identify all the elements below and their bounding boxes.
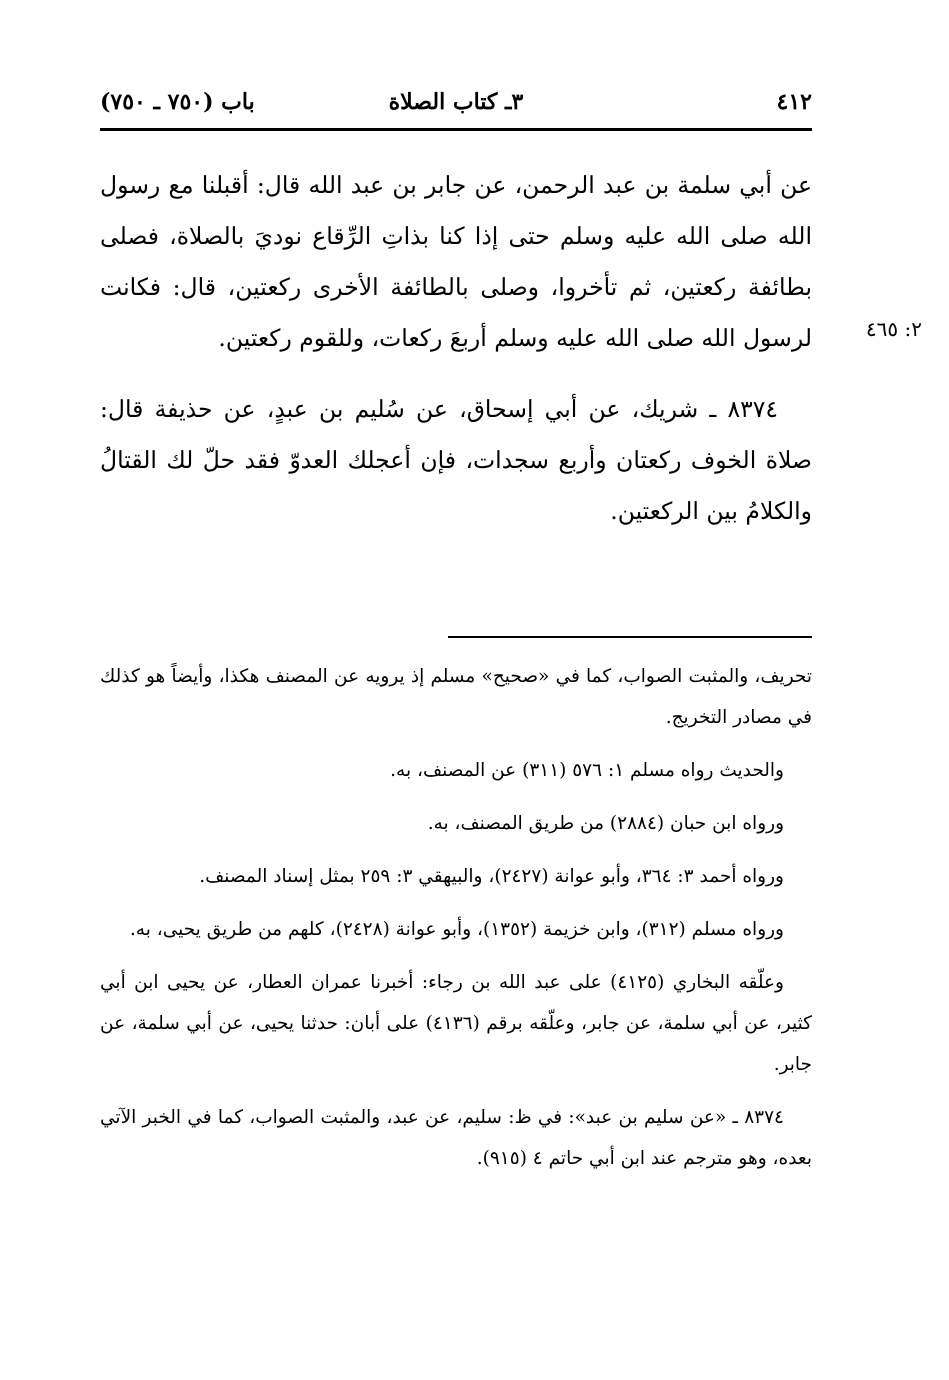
- page-number: ٤١٢: [776, 89, 812, 115]
- hadith-paragraph: عن أبي سلمة بن عبد الرحمن، عن جابر بن عبد الله قال: أقبلنا مع رسول الله صلى الله عليه وسلم حتى إذا كنا بذاتِ الرِّقاع نوديَ بالصلاة، فصلى بطائفة ركعتين، ثم تأخروا، وصلى بالطائفة الأخرى ركعتين، قال: فكانت لرسول الله صلى الله عليه وسلم أربعَ ركعات، وللقوم ركعتين.: [100, 171, 812, 352]
- footnote-paragraph: ورواه مسلم (٣١٢)، وابن خزيمة (١٣٥٢)، وأبو عوانة (٢٤٢٨)، كلهم من طريق يحيى، به.: [129, 919, 784, 940]
- hadith-8374: ٨٣٧٤ ـ شريك، عن أبي إسحاق، عن سُليم بن عبدٍ، عن حذيفة قال: صلاة الخوف ركعتان وأربع سجدات، فإن أعجلك العدوّ فقد حلّ لك القتالُ والكلامُ بين الركعتين.: [100, 395, 812, 525]
- footnote-paragraph: ورواه أحمد ٣: ٣٦٤، وأبو عوانة (٢٤٢٧)، والبيهقي ٣: ٢٥٩ بمثل إسناد المصنف.: [199, 866, 784, 887]
- chapter-reference: باب (٧٥٠ ـ ٧٥٠): [100, 89, 255, 115]
- footnote-paragraph: تحريف، والمثبت الصواب، كما في «صحيح» مسلم إذ يرويه عن المصنف هكذا، وأيضاً هو كذلك في مصادر التخريج.: [100, 666, 812, 728]
- footnote-paragraph: والحديث رواه مسلم ١: ٥٧٦ (٣١١) عن المصنف، به.: [390, 760, 784, 781]
- footnote-paragraph: ورواه ابن حبان (٢٨٨٤) من طريق المصنف، به.: [427, 813, 784, 834]
- footnote-8374: ٨٣٧٤ ـ «عن سليم بن عبد»: في ظ: سليم، عن عبد، والمثبت الصواب، كما في الخبر الآتي بعده، وهو مترجم عند ابن أبي حاتم ٤ (٩١٥).: [100, 1107, 812, 1169]
- footnotes: [100, 656, 812, 1191]
- running-header: [100, 84, 812, 120]
- footnote-paragraph: وعلّقه البخاري (٤١٢٥) على عبد الله بن رجاء: أخبرنا عمران العطار، عن يحيى ابن أبي كثير، عن أبي سلمة، عن جابر، وعلّقه برقم (٤١٣٦) على أبان: حدثنا يحيى، عن أبي سلمة، عن جابر.: [100, 972, 812, 1075]
- footnote-separator: [448, 636, 812, 638]
- header-rule: [100, 128, 812, 131]
- book-title: ٣ـ كتاب الصلاة: [388, 89, 524, 115]
- main-text: [100, 160, 812, 537]
- margin-reference: ٢: ٤٦٥: [865, 317, 922, 341]
